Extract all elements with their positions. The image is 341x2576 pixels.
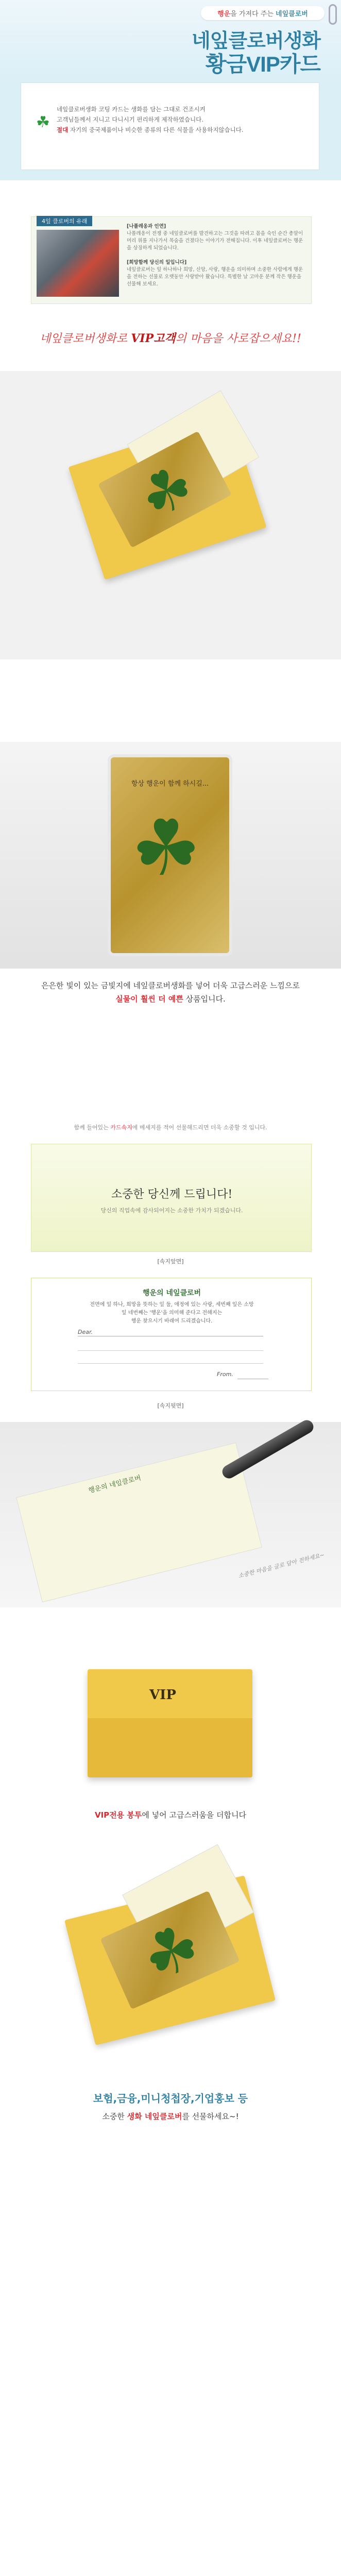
final-caption-line2 <box>0 2110 341 2123</box>
clover-icon: ☘ <box>129 450 205 533</box>
envelope-front <box>88 1718 252 1777</box>
inner-front-sub: 당신의 직업속에 감사되어지는 소중한 가치가 되겠습니다. <box>100 1207 243 1214</box>
inner-back-label: [속지뒷면] <box>157 1402 184 1409</box>
final-caption-line1: 보험,금융,미니청첩장,기업홍보 등 <box>93 2092 248 2105</box>
vip-envelope-photo <box>0 1659 341 1803</box>
final-caption-a: 소중한 <box>102 2112 125 2121</box>
banner-text-c: 의 마음을 사로잡으세요!! <box>175 332 301 345</box>
clover-icon: ☘ <box>131 804 201 893</box>
story-section <box>0 180 341 309</box>
slogan-bubble <box>201 6 325 20</box>
inner-back-from: From. <box>217 1371 233 1378</box>
vip-banner <box>0 309 341 371</box>
slogan-part-c: 네잎클로버 <box>276 10 308 18</box>
product-photo-envelope <box>0 371 341 659</box>
story-p1: 나폴레옹이 전쟁 중 네잎클로버를 발견하고는 그것을 따려고 몸을 숙인 순간 총알이 머리 위를 지나가서 목숨을 건졌다는 이야기가 전해집니다. 이후 네잎클로버는 행운을 상징하게 되었습니다. <box>127 231 303 251</box>
banner-text-a: 네잎클로버생화로 <box>40 332 128 345</box>
clover-icon: ☘ <box>132 1908 212 1996</box>
vip-mark: VIP <box>149 1687 176 1703</box>
header <box>0 0 341 77</box>
message-intro-c: 에 메세지를 적어 선물해드리면 더욱 소중할 것 입니다. <box>132 1124 267 1131</box>
napoleon-painting <box>37 230 119 297</box>
vip-caption: 에 넣어 고급스러움을 더합니다 <box>142 1810 247 1820</box>
write-line <box>78 1363 263 1364</box>
write-line <box>78 1350 263 1351</box>
story-p1-head: [나폴레옹과 인연] <box>127 224 166 229</box>
paperclip-icon <box>329 4 337 25</box>
intro-section <box>0 77 341 180</box>
caption-gold-paper <box>0 979 341 1006</box>
intro-line1: 네잎클로버생화 코팅 카드는 생화를 담는 그대로 건조시켜 <box>57 106 206 113</box>
caption1-line1: 은은한 빛이 있는 금빛지에 네잎클로버생화를 넣어 더욱 고급스러운 느낌으로 <box>41 981 300 990</box>
title-line1: 네잎클로버생화 <box>192 30 320 52</box>
story-text <box>127 223 304 288</box>
caption1-line2: 상품입니다. <box>185 994 226 1004</box>
inner-back-text2: 잎 네번째는 '행운'을 의미해 준다고 전해지는 <box>121 1310 223 1316</box>
message-intro-red: 카드속지 <box>110 1124 132 1131</box>
message-intro <box>0 1123 341 1131</box>
caption1-red: 실물이 훨씬 더 예쁜 <box>115 994 183 1004</box>
story-box <box>31 216 312 304</box>
story-title: 4잎 클로버의 유래 <box>37 216 92 226</box>
card-text: 항상 행운이 함께 하시길... <box>131 780 209 788</box>
intro-text <box>57 104 294 135</box>
product-photo-final <box>0 1834 341 2076</box>
inner-back-dear: Dear. <box>78 1329 93 1335</box>
inner-back-text3: 행운 찾으시기 바래여 드리겠습니다. <box>131 1318 213 1324</box>
handwrite-photo <box>0 1422 341 1607</box>
message-intro-a: 함께 들어있는 <box>74 1124 109 1131</box>
story-p2: 네잎클로버는 잎 하나하나 희망, 신앙, 사랑, 행운을 의미하며 소중한 사람에게 행운을 전하는 선물로 오랫동안 사랑받아 왔습니다. 특별한 날 고마운 분께 작은 행운을 선물해 보세요. <box>127 267 303 287</box>
inner-back-title: 행운의 네잎클로버 <box>142 1289 201 1297</box>
slogan-part-a: 행운 <box>217 10 231 18</box>
vip-caption-red: VIP전용 봉투 <box>94 1810 142 1820</box>
banner-text <box>0 330 341 346</box>
product-photo-closeup <box>0 742 341 969</box>
title-line2: 황금VIP카드 <box>206 52 320 76</box>
clover-icon: ☘ <box>36 113 50 131</box>
intro-line3-red: 절대 <box>57 126 69 133</box>
final-caption-red: 생화 네잎클로버 <box>127 2112 182 2121</box>
inner-front-headline: 소중한 당신께 드립니다! <box>111 1188 233 1201</box>
intro-line3: 자기의 중국제품이나 비슷한 종류의 다른 식물을 사용하지않습니다. <box>70 126 244 133</box>
inner-card-front <box>31 1144 312 1252</box>
slogan-part-b: 을 가져다 주는 <box>230 10 274 18</box>
banner-text-b: VIP고객 <box>131 332 176 345</box>
handwrite-card-title: 행운의 네잎클로버 <box>88 1474 142 1495</box>
story-p2-head: [희망함께 당신의 일입니다] <box>127 260 187 265</box>
inner-back-text1: 전면에 잎 하나, 희망을 뜻하는 잎 둘, 애정에 있는 사랑, 세번째 잎은 소망 <box>90 1302 254 1308</box>
inner-front-label: [속지앞면] <box>157 1258 184 1265</box>
inner-card-back <box>31 1278 312 1391</box>
final-caption-b: 를 선물하세요~! <box>182 2112 239 2121</box>
handwrite-note: 소중한 마음을 글로 담아 전하세요~ <box>237 1551 326 1580</box>
vip-envelope-caption <box>0 1808 341 1822</box>
intro-line2: 고객님들께서 지니고 다니시기 편리하게 제작하였습니다. <box>57 116 203 123</box>
